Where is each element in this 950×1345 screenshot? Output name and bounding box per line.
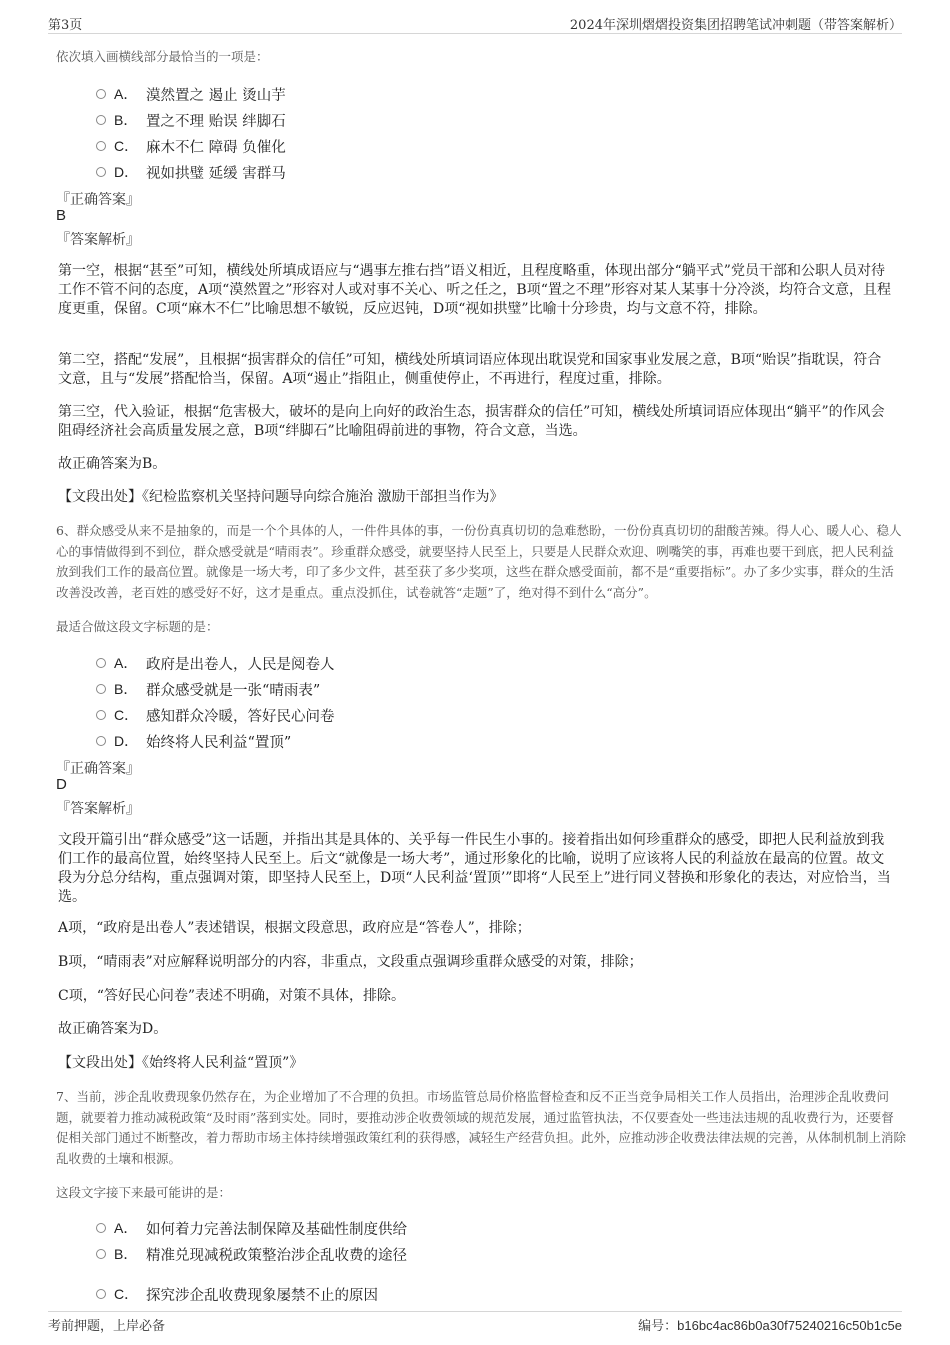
radio-icon[interactable] bbox=[96, 1223, 106, 1233]
q5-analysis-p3: 第三空，代入验证，根据“危害极大，破坏的是向上向好的政治生态，损害群众的信任”可知，横线处所填词语应体现出“躺平”的作风会阻碍经济社会高质量发展之意，B项“绊脚石”比喻阻碍前进的事物，符合文意，当选。 bbox=[58, 404, 885, 439]
q6-analysis-p4: C项，“答好民心问卷”表述不明确，对策不具体，排除。 bbox=[58, 988, 406, 1004]
q5-prompt: 依次填入画横线部分最恰当的一项是： bbox=[56, 49, 269, 64]
header-divider bbox=[48, 33, 902, 34]
q7-passage: 7、当前，涉企乱收费现象仍然存在，为企业增加了不合理的负担。市场监管总局价格监督检查和反不正当竞争局相关工作人员指出，治理涉企乱收费问题，就要着力推动减税政策“及时雨”落到实处。同时，要推动涉企收费领域的规范发展，通过监管执法，不仅要查处一些违法违规的乱收费行为，还要督促相关部门通过不断整改，着力帮助市场主体持续增强政策红利的获得感，减轻生产经营负担。此外，应推动涉企收费法律法规的完善，从体制机制上消除乱收费的土壤和根源。 bbox=[56, 1089, 907, 1166]
footer-divider bbox=[48, 1311, 902, 1312]
q5-answer-label: 『正确答案』 bbox=[56, 192, 140, 208]
document-title: 2024年深圳熠熠投资集团招聘笔试冲刺题（带答案解析） bbox=[569, 18, 902, 33]
q5-analysis-p1: 第一空，根据“甚至”可知，横线处所填成语应与“遇事左推右挡”语义相近，且程度略重，体现出部分“躺平式”党员干部和公职人员对待工作不管不问的态度，A项“漠然置之”形容对人或对事不关心、听之任之，B项“置之不理”形容对某人某事十分冷淡，均符合文意，且程度更重，保留。C项“麻木不仁”比喻思想不敏锐，反应迟钝，D项“视如拱璧”比喻十分珍贵，均与文意不符，排除。 bbox=[58, 263, 892, 317]
radio-icon[interactable] bbox=[96, 736, 106, 746]
page-footer bbox=[48, 1315, 902, 1333]
q6-analysis-label: 『答案解析』 bbox=[56, 801, 140, 817]
page-header bbox=[48, 14, 902, 32]
q6-source: 【文段出处】《始终将人民利益“置顶”》 bbox=[58, 1055, 304, 1071]
q6-analysis-p3: B项，“晴雨表”对应解释说明部分的内容，非重点，文段重点强调珍重群众感受的对策，排除； bbox=[58, 954, 643, 970]
q6-answer: D bbox=[56, 776, 67, 793]
radio-icon[interactable] bbox=[96, 141, 106, 151]
q6-analysis-p2: A项，“政府是出卷人”表述错误，根据文段意思，政府应是“答卷人”，排除； bbox=[58, 920, 531, 936]
q7-prompt: 这段文字接下来最可能讲的是： bbox=[56, 1185, 232, 1200]
footer-slogan: 考前押题，上岸必备 bbox=[48, 1319, 166, 1334]
radio-icon[interactable] bbox=[96, 710, 106, 720]
q5-analysis-p4: 故正确答案为B。 bbox=[58, 456, 167, 472]
radio-icon[interactable] bbox=[96, 658, 106, 668]
radio-icon[interactable] bbox=[96, 167, 106, 177]
page-number: 第3页 bbox=[48, 18, 83, 33]
radio-icon[interactable] bbox=[96, 89, 106, 99]
radio-icon[interactable] bbox=[96, 115, 106, 125]
q5-analysis-p2: 第二空，搭配“发展”，且根据“损害群众的信任”可知，横线处所填词语应体现出耽误党和国家事业发展之意，B项“贻误”指耽误，符合文意，且与“发展”搭配恰当，保留。A项“遏止”指阻止，侧重使停止，不再进行，程度过重，排除。 bbox=[58, 352, 882, 387]
q6-prompt: 最适合做这段文字标题的是： bbox=[56, 619, 219, 634]
q5-analysis-label: 『答案解析』 bbox=[56, 232, 140, 248]
q5-source: 【文段出处】《纪检监察机关坚持问题导向综合施治 激励干部担当作为》 bbox=[58, 489, 504, 505]
radio-icon[interactable] bbox=[96, 684, 106, 694]
q6-analysis-p1: 文段开篇引出“群众感受”这一话题，并指出其是具体的、关乎每一件民生小事的。接着指出如何珍重群众的感受，即把人民利益放到我们工作的最高位置，始终坚持人民至上。后文“就像是一场大考”，通过形象化的比喻，说明了应该将人民的利益放在最高的位置。故文段为分总分结构，重点强调对策，即坚持人民至上，D项“人民利益‘置顶’”即将“人民至上”进行同义替换和形象化的表达，对应恰当，当选。 bbox=[58, 832, 891, 905]
radio-icon[interactable] bbox=[96, 1249, 106, 1259]
radio-icon[interactable] bbox=[96, 1289, 106, 1299]
q6-answer-label: 『正确答案』 bbox=[56, 761, 140, 777]
q5-answer: B bbox=[56, 207, 67, 224]
q6-analysis-p5: 故正确答案为D。 bbox=[58, 1021, 168, 1037]
document-code: 编号：b16bc4ac86b0a30f75240216c50b1c5e bbox=[638, 1318, 902, 1334]
q6-passage: 6、群众感受从来不是抽象的，而是一个个具体的人，一件件具体的事，一份份真真切切的急难愁盼，一份份真真切切的甜酸苦辣。得人心、暖人心、稳人心的事情做得到不到位，群众感受就是“晴雨表”。珍重群众感受，就要坚持人民至上，只要是人民群众欢迎、咧嘴笑的事，再难也要干到底，把人民利益放到我们工作的最高位置。就像是一场大考，印了多少文件，甚至获了多少奖项，这些在群众感受面前，都不是“重要指标”。办了多少实事，群众的生活改善没改善，老百姓的感受好不好，这才是重点。重点没抓住，试卷就答“走题”了，绝对得不到什么“高分”。 bbox=[56, 523, 902, 600]
